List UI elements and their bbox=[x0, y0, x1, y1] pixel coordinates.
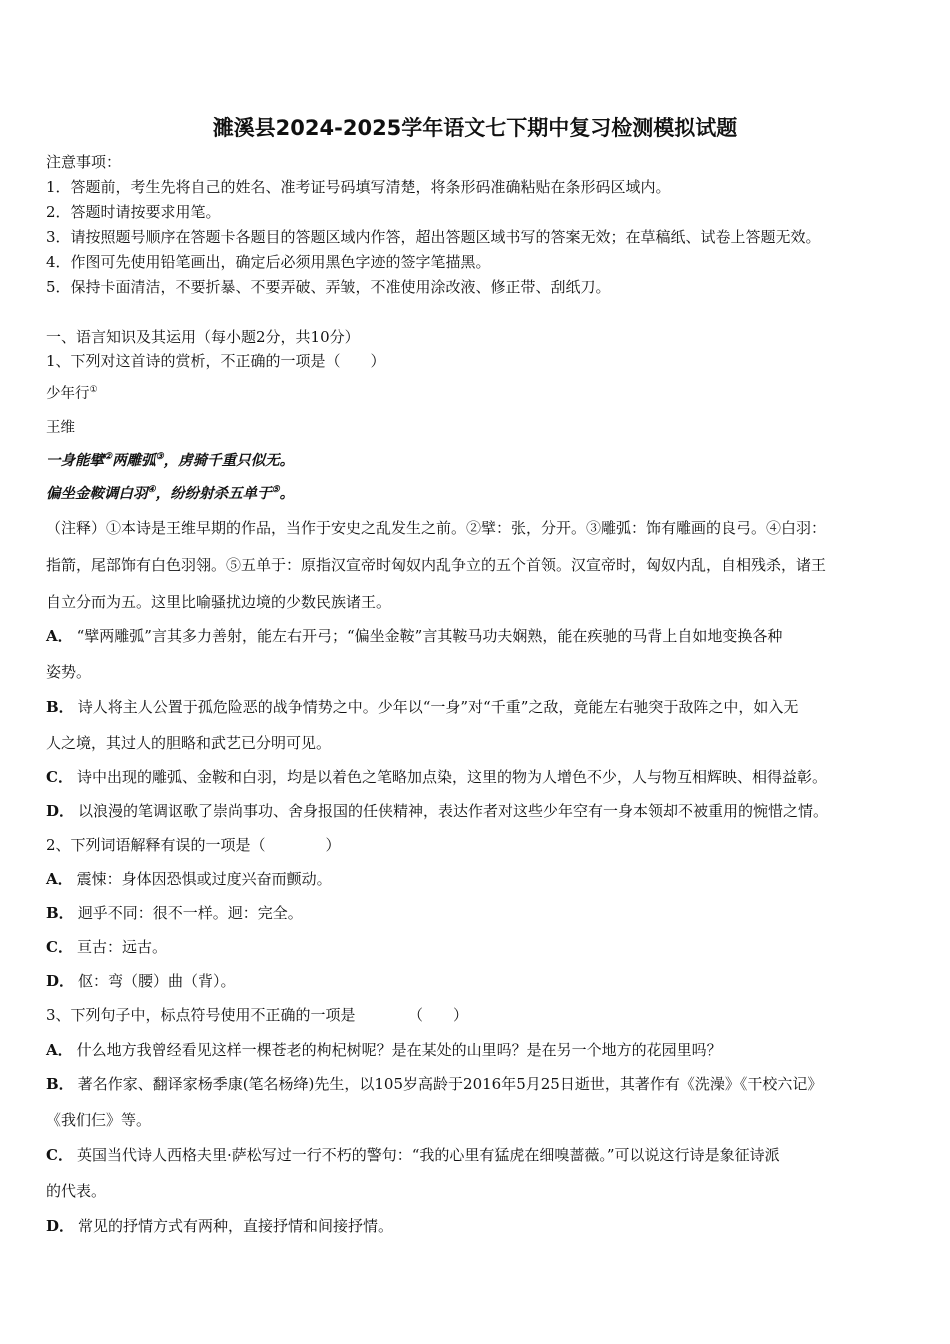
option-b-cont: 《我们仨》等。 bbox=[46, 1111, 152, 1129]
poem-text: 。 bbox=[279, 485, 295, 502]
poem-text: ，虏骑千重只似无。 bbox=[163, 452, 295, 469]
poem-line-1 bbox=[46, 451, 916, 471]
poem-title bbox=[46, 384, 916, 404]
option-a-cont: 姿势。 bbox=[46, 663, 92, 681]
section-heading: 一、语言知识及其运用（每小题2分，共10分） bbox=[46, 328, 360, 346]
option-label: B． bbox=[46, 698, 74, 716]
notice-heading: 注意事项： bbox=[46, 153, 122, 171]
footnote-mark: ② bbox=[104, 452, 113, 462]
option-d bbox=[46, 971, 916, 991]
option-c bbox=[46, 937, 916, 957]
option-text: 以浪漫的笔调讴歌了崇尚事功、舍身报国的任侠精神，表达作者对这些少年空有一身本领却不被重用的惋惜之情。 bbox=[78, 802, 829, 820]
option-label: B． bbox=[46, 904, 74, 922]
option-a bbox=[46, 1040, 916, 1060]
option-label: D． bbox=[46, 802, 75, 820]
option-text: 震悚：身体因恐惧或过度兴奋而颤动。 bbox=[76, 870, 332, 888]
option-c-cont: 的代表。 bbox=[46, 1182, 107, 1200]
option-text: 什么地方我曾经看见这样一棵苍老的枸杞树呢？是在某处的山里吗？是在另一个地方的花园里吗？ bbox=[76, 1041, 722, 1059]
option-text: 亘古：远古。 bbox=[76, 938, 167, 956]
option-label: B． bbox=[46, 1075, 74, 1093]
option-text: “擘两雕弧”言其多力善射，能左右开弓；“偏坐金鞍”言其鞍马功夫娴熟，能在疾驰的马背上自如地变换各种 bbox=[76, 627, 783, 645]
option-label: A． bbox=[46, 870, 73, 888]
option-b-cont: 人之境，其过人的胆略和武艺已分明可见。 bbox=[46, 734, 332, 752]
footnote-mark: ③ bbox=[155, 452, 164, 462]
option-label: D． bbox=[46, 1217, 75, 1235]
option-b bbox=[46, 697, 916, 717]
option-label: D． bbox=[46, 972, 75, 990]
poem-author: 王维 bbox=[46, 420, 75, 436]
question-3-stem: 3、下列句子中，标点符号使用不正确的一项是 （ ） bbox=[46, 1006, 469, 1024]
notice-item: 5．保持卡面清洁，不要折暴、不要弄破、弄皱，不准使用涂改液、修正带、刮纸刀。 bbox=[46, 278, 611, 296]
poem-title-text: 少年行 bbox=[46, 386, 90, 402]
option-b bbox=[46, 1074, 916, 1094]
footnote-mark: ① bbox=[89, 385, 98, 395]
option-c bbox=[46, 1145, 916, 1165]
option-text: 迥乎不同：很不一样。迥：完全。 bbox=[77, 904, 303, 922]
option-label: C． bbox=[46, 1146, 73, 1164]
notice-item: 3．请按照题号顺序在答题卡各题目的答题区域内作答，超出答题区域书写的答案无效；在草稿纸、试卷上答题无效。 bbox=[46, 228, 821, 246]
option-label: A． bbox=[46, 627, 73, 645]
option-c bbox=[46, 767, 916, 787]
poem-text: ，纷纷射杀五单于 bbox=[155, 485, 272, 502]
poem-text: 两雕弧 bbox=[112, 452, 156, 469]
question-2-stem: 2、下列词语解释有误的一项是（ ） bbox=[46, 836, 341, 854]
option-b bbox=[46, 903, 916, 923]
option-text: 诗中出现的雕弧、金鞍和白羽，均是以着色之笔略加点染，这里的物为人增色不少，人与物互相辉映、相得益彰。 bbox=[76, 768, 827, 786]
poem-notes: （注释）①本诗是王维早期的作品，当作于安史之乱发生之前。②擘：张，分开。③雕弧：饰有雕画的良弓。④白羽： bbox=[46, 519, 827, 537]
option-text: 伛：弯（腰）曲（背）。 bbox=[78, 972, 236, 990]
notice-item: 1．答题前，考生先将自己的姓名、准考证号码填写清楚，将条形码准确粘贴在条形码区域内。 bbox=[46, 178, 671, 196]
option-text: 诗人将主人公置于孤危险恶的战争情势之中。少年以“一身”对“千重”之敌，竟能左右驰突于敌阵之中，如入无 bbox=[77, 698, 799, 716]
footnote-mark: ④ bbox=[147, 485, 156, 495]
option-label: C． bbox=[46, 768, 73, 786]
poem-text: 偏坐金鞍调白羽 bbox=[46, 485, 148, 502]
option-label: A． bbox=[46, 1041, 73, 1059]
question-1-stem: 1、下列对这首诗的赏析，不正确的一项是（ ） bbox=[46, 352, 386, 370]
option-label: C． bbox=[46, 938, 73, 956]
page-title: 濉溪县2024-2025学年语文七下期中复习检测模拟试题 bbox=[212, 116, 738, 140]
footnote-mark: ⑤ bbox=[271, 485, 280, 495]
poem-line-2 bbox=[46, 484, 916, 504]
option-text: 英国当代诗人西格夫里·萨松写过一行不朽的警句：“我的心里有猛虎在细嗅蔷薇。”可以说这行诗是象征诗派 bbox=[76, 1146, 780, 1164]
option-d bbox=[46, 801, 916, 821]
option-text: 常见的抒情方式有两种，直接抒情和间接抒情。 bbox=[78, 1217, 394, 1235]
notice-item: 4．作图可先使用铅笔画出，确定后必须用黑色字迹的签字笔描黑。 bbox=[46, 253, 491, 271]
poem-notes: 自立分而为五。这里比喻骚扰边境的少数民族诸王。 bbox=[46, 593, 392, 611]
option-a bbox=[46, 626, 916, 646]
option-a bbox=[46, 869, 916, 889]
option-text: 著名作家、翻译家杨季康(笔名杨绛)先生，以105岁高龄于2016年5月25日逝世，其著作有《洗澡》《干校六记》 bbox=[77, 1075, 823, 1093]
poem-text: 一身能擘 bbox=[46, 452, 104, 469]
poem-notes: 指箭，尾部饰有白色羽翎。⑤五单于：原指汉宣帝时匈奴内乱争立的五个首领。汉宣帝时，匈奴内乱，自相残杀，诸王 bbox=[46, 556, 827, 574]
notice-item: 2．答题时请按要求用笔。 bbox=[46, 203, 221, 221]
option-d bbox=[46, 1216, 916, 1236]
